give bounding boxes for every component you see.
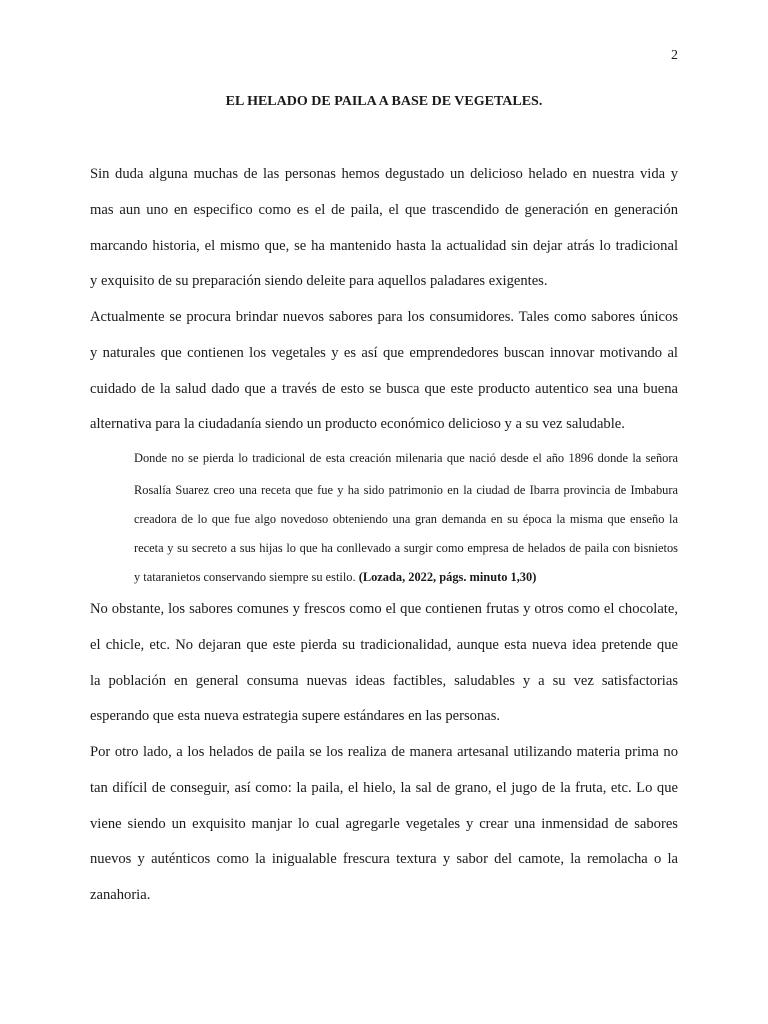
page-number: 2 xyxy=(671,48,678,63)
paragraph-line: la población en general consuma nuevas ideas factibles, saludables y a su vez satisfactorias xyxy=(90,673,678,689)
quote-line: Donde no se pierda lo tradicional de esta creación milenaria que nació desde el año 1896 donde la señora xyxy=(134,451,678,465)
quote-line-last xyxy=(134,569,678,585)
paragraph-line: y exquisito de su preparación siendo deleite para aquellos paladares exigentes. xyxy=(90,273,548,289)
paragraph-line: tan difícil de conseguir, así como: la paila, el hielo, la sal de grano, el jugo de la fruta, etc. Lo que xyxy=(90,780,678,796)
paragraph-line: No obstante, los sabores comunes y frescos como el que contienen frutas y otros como el chocolate, xyxy=(90,601,678,617)
quote-line: Rosalía Suarez creo una receta que fue y ha sido patrimonio en la ciudad de Ibarra provincia de Imbabura xyxy=(134,483,678,497)
quote-line: creadora de lo que fue algo novedoso obteniendo una gran demanda en su época la misma que enseño la xyxy=(134,512,678,526)
paragraph-line: zanahoria. xyxy=(90,887,151,903)
paragraph-line: nuevos y auténticos como la inigualable frescura textura y sabor del camote, la remolacha o la xyxy=(90,851,678,867)
paragraph-line: esperando que esta nueva estrategia supere estándares en las personas. xyxy=(90,708,501,724)
quote-citation: (Lozada, 2022, págs. minuto 1,30) xyxy=(358,570,537,584)
paragraph-line: y naturales que contienen los vegetales y es así que emprendedores buscan innovar motivando al xyxy=(90,345,678,361)
paragraph-line: cuidado de la salud dado que a través de esto se busca que este producto autentico sea una buena xyxy=(90,381,678,397)
quote-line: receta y su secreto a sus hijas lo que ha conllevado a surgir como empresa de helados de paila con bisnietos xyxy=(134,541,678,555)
paragraph-line: marcando historia, el mismo que, se ha mantenido hasta la actualidad sin dejar atrás lo tradicional xyxy=(90,238,678,254)
paragraph-line: Sin duda alguna muchas de las personas hemos degustado un delicioso helado en nuestra vida y xyxy=(90,166,678,182)
paragraph-line: Actualmente se procura brindar nuevos sabores para los consumidores. Tales como sabores únicos xyxy=(90,309,678,325)
paragraph-line: mas aun uno en especifico como es el de paila, el que trascendido de generación en generación xyxy=(90,202,678,218)
paragraph-line: el chicle, etc. No dejaran que este pierda su tradicionalidad, aunque esta nueva idea pretende que xyxy=(90,637,678,653)
paragraph-line: Por otro lado, a los helados de paila se los realiza de manera artesanal utilizando materia prima no xyxy=(90,744,678,760)
paragraph-line: viene siendo un exquisito manjar lo cual agregarle vegetales y crear una inmensidad de sabores xyxy=(90,816,678,832)
document-title: EL HELADO DE PAILA A BASE DE VEGETALES. xyxy=(225,94,543,109)
quote-text: y tataranietos conservando siempre su estilo. xyxy=(134,570,359,584)
paragraph-line: alternativa para la ciudadanía siendo un producto económico delicioso y a su vez saludable. xyxy=(90,416,625,432)
